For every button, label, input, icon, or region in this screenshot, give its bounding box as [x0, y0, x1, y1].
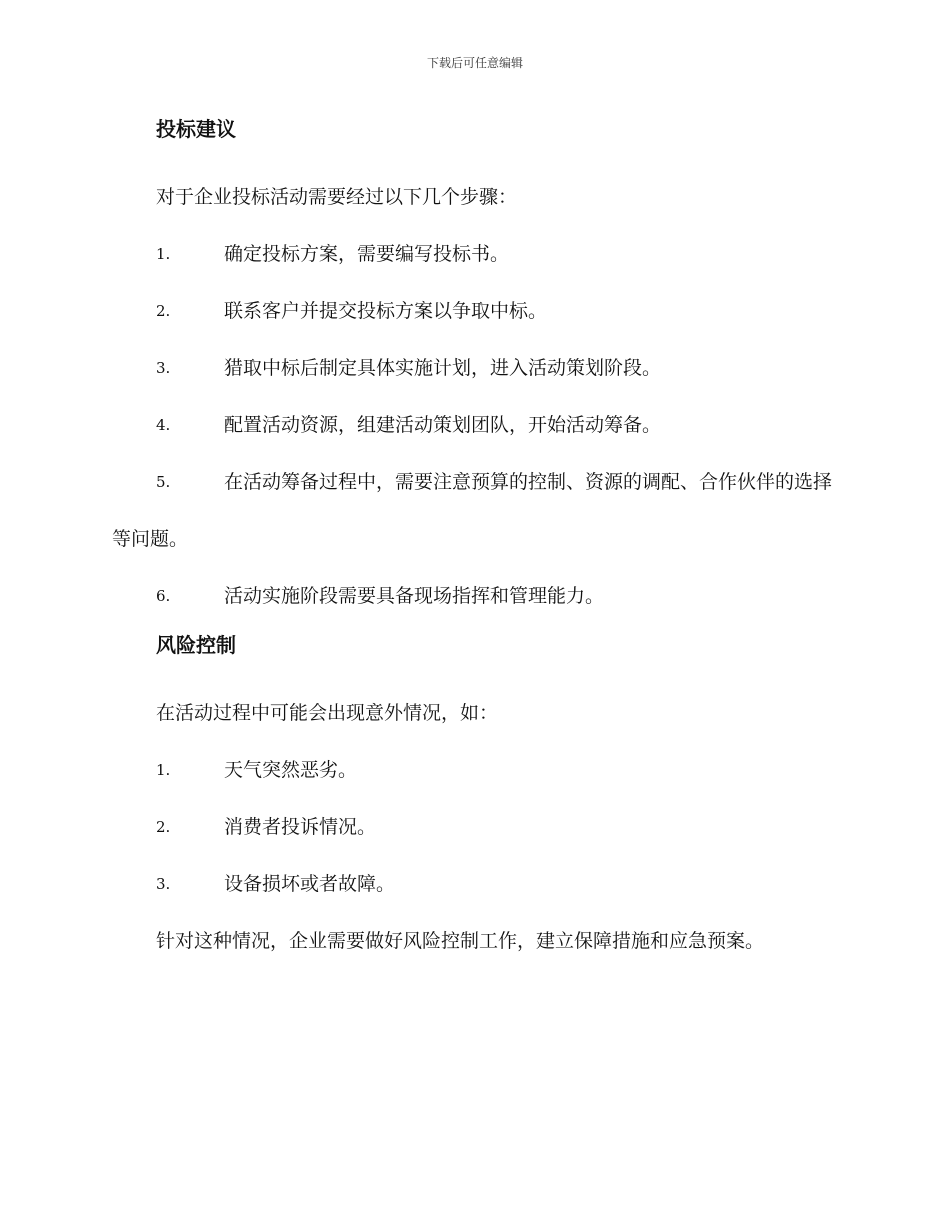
list-number: 3. [156, 875, 171, 893]
risk-conclusion: 针对这种情况，企业需要做好风险控制工作，建立保障措施和应急预案。 [156, 930, 765, 952]
bidding-step-3 [112, 340, 838, 397]
bidding-step-6 [112, 568, 838, 625]
list-text: 在活动筹备过程中，需要注意预算的控制、资源的调配、合作伙伴的选择等问题。 [112, 471, 833, 550]
list-number: 1. [156, 245, 171, 263]
list-number: 2. [156, 818, 171, 836]
risk-intro: 在活动过程中可能会出现意外情况，如： [156, 702, 499, 724]
list-number: 6. [156, 587, 171, 605]
bidding-step-2 [112, 283, 838, 340]
page-header: 下载后可任意编辑 [426, 56, 523, 70]
list-number: 3. [156, 359, 171, 377]
bidding-intro: 对于企业投标活动需要经过以下几个步骤： [156, 186, 518, 208]
list-text: 猎取中标后制定具体实施计划，进入活动策划阶段。 [224, 357, 662, 379]
list-text: 联系客户并提交投标方案以争取中标。 [224, 300, 548, 322]
section-heading-bidding: 投标建议 [156, 117, 236, 141]
document-body [112, 112, 838, 970]
list-text: 确定投标方案，需要编写投标书。 [224, 243, 510, 265]
risk-item-2 [112, 799, 838, 856]
list-text: 活动实施阶段需要具备现场指挥和管理能力。 [224, 585, 605, 607]
risk-item-1 [112, 742, 838, 799]
bidding-step-1 [112, 226, 838, 283]
list-number: 1. [156, 761, 171, 779]
list-number: 5. [156, 473, 171, 491]
list-number: 4. [156, 416, 171, 434]
section-heading-risk: 风险控制 [156, 633, 236, 657]
list-text: 设备损坏或者故障。 [224, 873, 396, 895]
list-number: 2. [156, 302, 171, 320]
list-text: 天气突然恶劣。 [224, 759, 358, 781]
list-text: 消费者投诉情况。 [224, 816, 377, 838]
bidding-step-5 [112, 454, 838, 568]
risk-item-3 [112, 856, 838, 913]
list-text: 配置活动资源，组建活动策划团队，开始活动筹备。 [224, 414, 662, 436]
bidding-step-4 [112, 397, 838, 454]
